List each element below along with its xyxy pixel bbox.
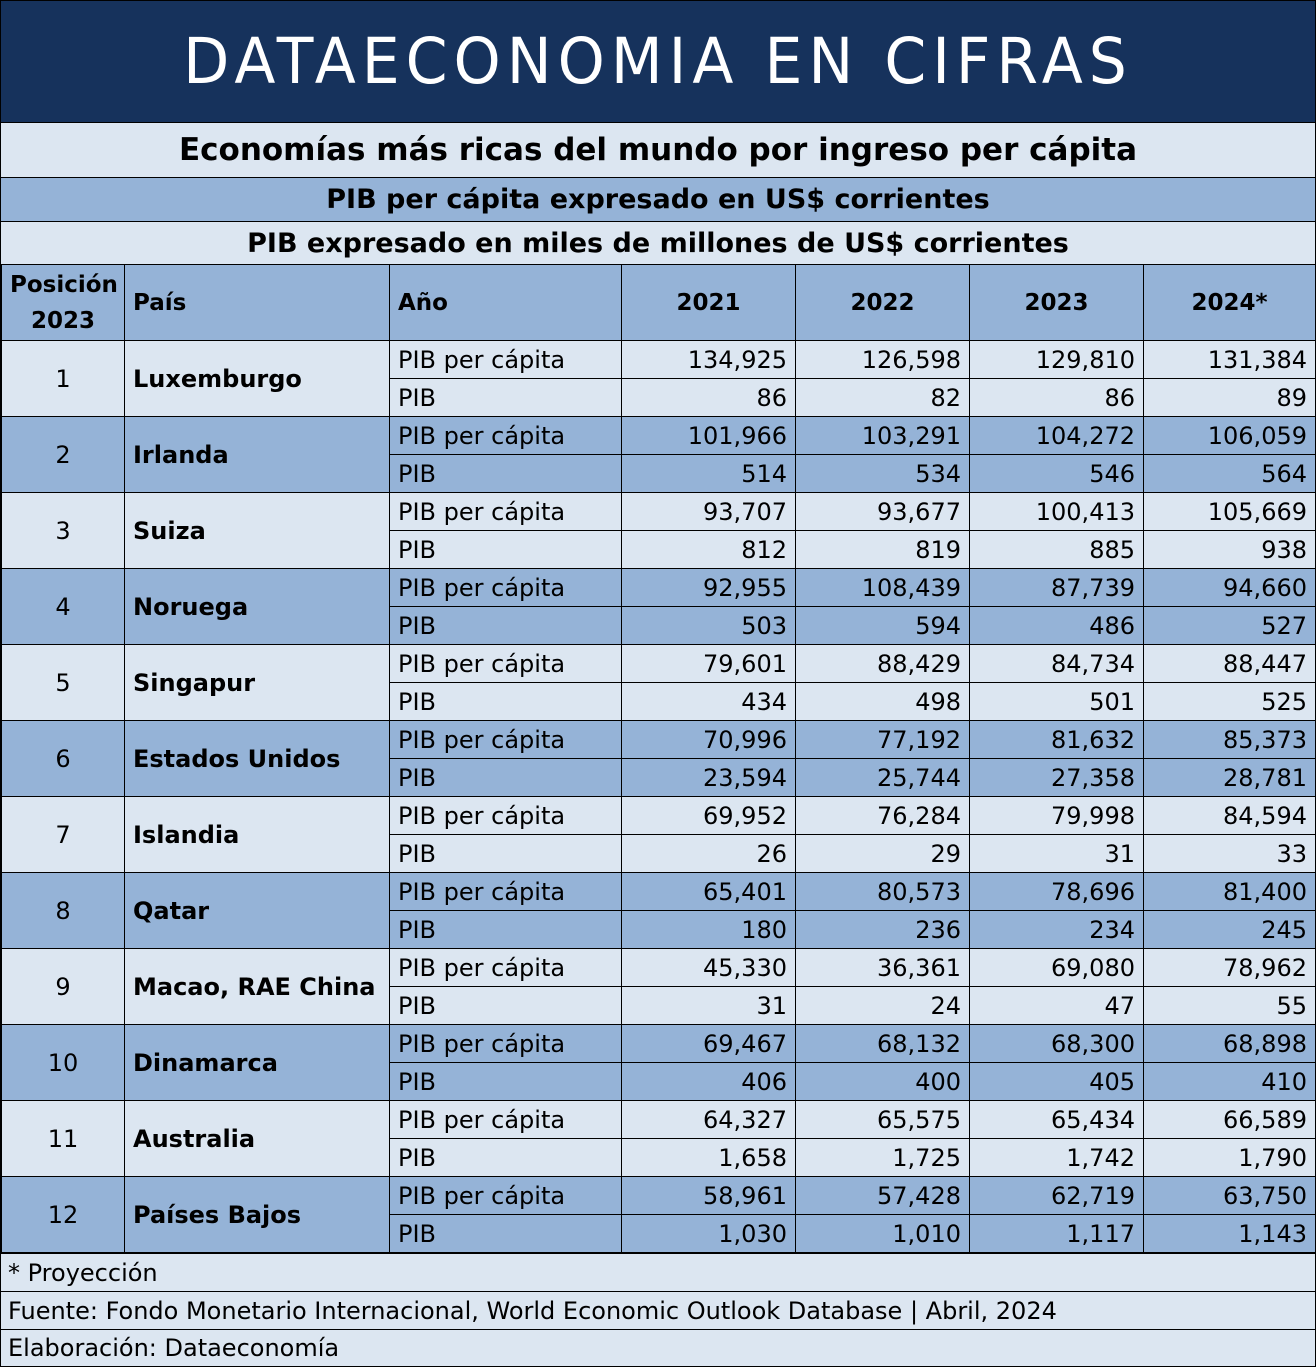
gdp-value: 812: [622, 531, 796, 569]
per-capita-value: 81,632: [970, 721, 1144, 759]
metric-label: PIB per cápita: [390, 1025, 622, 1063]
metric-label: PIB per cápita: [390, 569, 622, 607]
header-banner: [1, 1, 1315, 122]
gdp-value: 546: [970, 455, 1144, 493]
metric-label: PIB: [390, 607, 622, 645]
gdp-value: 234: [970, 911, 1144, 949]
per-capita-value: 36,361: [796, 949, 970, 987]
position-cell: 11: [2, 1101, 125, 1177]
metric-label: PIB per cápita: [390, 417, 622, 455]
position-cell: 8: [2, 873, 125, 949]
metric-label: PIB per cápita: [390, 873, 622, 911]
position-cell: 2: [2, 417, 125, 493]
per-capita-value: 63,750: [1144, 1177, 1316, 1215]
per-capita-value: 94,660: [1144, 569, 1316, 607]
table-row: [2, 1177, 1316, 1215]
gdp-value: 31: [970, 835, 1144, 873]
header-position: [2, 265, 125, 341]
metric-label: PIB per cápita: [390, 1177, 622, 1215]
per-capita-value: 81,400: [1144, 873, 1316, 911]
per-capita-value: 79,601: [622, 645, 796, 683]
gdp-value: 31: [622, 987, 796, 1025]
gdp-value: 89: [1144, 379, 1316, 417]
gdp-value: 1,117: [970, 1215, 1144, 1253]
position-cell: 9: [2, 949, 125, 1025]
per-capita-value: 45,330: [622, 949, 796, 987]
per-capita-value: 92,955: [622, 569, 796, 607]
per-capita-value: 65,434: [970, 1101, 1144, 1139]
table-row: [2, 493, 1316, 531]
gdp-value: 1,725: [796, 1139, 970, 1177]
country-cell: Luxemburgo: [125, 341, 390, 417]
per-capita-value: 100,413: [970, 493, 1144, 531]
per-capita-value: 106,059: [1144, 417, 1316, 455]
gdp-value: 236: [796, 911, 970, 949]
gdp-value: 434: [622, 683, 796, 721]
per-capita-value: 65,575: [796, 1101, 970, 1139]
country-cell: Dinamarca: [125, 1025, 390, 1101]
per-capita-value: 69,080: [970, 949, 1144, 987]
country-cell: Australia: [125, 1101, 390, 1177]
gdp-value: 180: [622, 911, 796, 949]
per-capita-value: 65,401: [622, 873, 796, 911]
gdp-value: 1,030: [622, 1215, 796, 1253]
gdp-value: 400: [796, 1063, 970, 1101]
header-position-label: Posición: [10, 271, 118, 298]
per-capita-value: 103,291: [796, 417, 970, 455]
per-capita-value: 105,669: [1144, 493, 1316, 531]
per-capita-value: 93,707: [622, 493, 796, 531]
header-year: 2022: [796, 265, 970, 341]
gdp-value: 82: [796, 379, 970, 417]
metric-label: PIB per cápita: [390, 645, 622, 683]
metric-label: PIB: [390, 987, 622, 1025]
table-row: [2, 873, 1316, 911]
gdp-value: 86: [970, 379, 1144, 417]
gdp-value: 86: [622, 379, 796, 417]
position-cell: 4: [2, 569, 125, 645]
data-table: [1, 264, 1316, 1253]
country-cell: Noruega: [125, 569, 390, 645]
metric-label: PIB per cápita: [390, 341, 622, 379]
metric-label: PIB per cápita: [390, 493, 622, 531]
per-capita-value: 69,467: [622, 1025, 796, 1063]
metric-label: PIB: [390, 1063, 622, 1101]
gdp-value: 525: [1144, 683, 1316, 721]
metric-label: PIB: [390, 759, 622, 797]
gdp-value: 47: [970, 987, 1144, 1025]
metric-label: PIB: [390, 531, 622, 569]
gdp-value: 1,658: [622, 1139, 796, 1177]
metric-label: PIB: [390, 835, 622, 873]
per-capita-value: 66,589: [1144, 1101, 1316, 1139]
per-capita-value: 93,677: [796, 493, 970, 531]
country-cell: Singapur: [125, 645, 390, 721]
header-row: [2, 265, 1316, 341]
country-cell: Qatar: [125, 873, 390, 949]
table-row: [2, 645, 1316, 683]
gdp-value: 1,143: [1144, 1215, 1316, 1253]
gdp-value: 1,742: [970, 1139, 1144, 1177]
per-capita-value: 129,810: [970, 341, 1144, 379]
banner-title: DATAECONOMIA EN CIFRAS: [183, 24, 1133, 99]
per-capita-value: 70,996: [622, 721, 796, 759]
gdp-value: 1,010: [796, 1215, 970, 1253]
per-capita-value: 69,952: [622, 797, 796, 835]
per-capita-value: 88,429: [796, 645, 970, 683]
gdp-value: 486: [970, 607, 1144, 645]
per-capita-value: 85,373: [1144, 721, 1316, 759]
metric-label: PIB: [390, 455, 622, 493]
subtitle-per-capita: PIB per cápita expresado en US$ corrientes: [1, 177, 1315, 221]
position-cell: 7: [2, 797, 125, 873]
table-row: [2, 1025, 1316, 1063]
gdp-value: 938: [1144, 531, 1316, 569]
gdp-value: 819: [796, 531, 970, 569]
table-row: [2, 417, 1316, 455]
gdp-value: 410: [1144, 1063, 1316, 1101]
gdp-value: 24: [796, 987, 970, 1025]
gdp-value: 527: [1144, 607, 1316, 645]
gdp-value: 594: [796, 607, 970, 645]
gdp-value: 29: [796, 835, 970, 873]
position-cell: 10: [2, 1025, 125, 1101]
metric-label: PIB per cápita: [390, 797, 622, 835]
gdp-value: 406: [622, 1063, 796, 1101]
metric-label: PIB per cápita: [390, 721, 622, 759]
per-capita-value: 68,898: [1144, 1025, 1316, 1063]
per-capita-value: 58,961: [622, 1177, 796, 1215]
gdp-value: 503: [622, 607, 796, 645]
table-body: [2, 341, 1316, 1253]
gdp-value: 23,594: [622, 759, 796, 797]
gdp-value: 27,358: [970, 759, 1144, 797]
per-capita-value: 101,966: [622, 417, 796, 455]
table-row: [2, 949, 1316, 987]
header-position-year: 2023: [30, 307, 95, 334]
per-capita-value: 78,962: [1144, 949, 1316, 987]
gdp-value: 514: [622, 455, 796, 493]
gdp-value: 1,790: [1144, 1139, 1316, 1177]
per-capita-value: 76,284: [796, 797, 970, 835]
gdp-value: 498: [796, 683, 970, 721]
country-cell: Irlanda: [125, 417, 390, 493]
per-capita-value: 131,384: [1144, 341, 1316, 379]
metric-label: PIB: [390, 683, 622, 721]
metric-label: PIB per cápita: [390, 1101, 622, 1139]
table-row: [2, 721, 1316, 759]
per-capita-value: 104,272: [970, 417, 1144, 455]
per-capita-value: 134,925: [622, 341, 796, 379]
header-year: 2023: [970, 265, 1144, 341]
footnote-credit: Elaboración: Dataeconomía: [1, 1329, 1315, 1366]
gdp-value: 33: [1144, 835, 1316, 873]
gdp-value: 534: [796, 455, 970, 493]
table-row: [2, 341, 1316, 379]
per-capita-value: 78,696: [970, 873, 1144, 911]
per-capita-value: 68,300: [970, 1025, 1144, 1063]
per-capita-value: 87,739: [970, 569, 1144, 607]
gdp-value: 55: [1144, 987, 1316, 1025]
per-capita-value: 80,573: [796, 873, 970, 911]
per-capita-value: 126,598: [796, 341, 970, 379]
metric-label: PIB: [390, 379, 622, 417]
per-capita-value: 84,594: [1144, 797, 1316, 835]
gdp-value: 28,781: [1144, 759, 1316, 797]
table-row: [2, 569, 1316, 607]
subtitle-gdp: PIB expresado en miles de millones de US$ corrientes: [1, 221, 1315, 265]
country-cell: Macao, RAE China: [125, 949, 390, 1025]
metric-label: PIB per cápita: [390, 949, 622, 987]
header-country: País: [125, 265, 390, 341]
country-cell: Suiza: [125, 493, 390, 569]
metric-label: PIB: [390, 1139, 622, 1177]
country-cell: Estados Unidos: [125, 721, 390, 797]
gdp-value: 245: [1144, 911, 1316, 949]
per-capita-value: 108,439: [796, 569, 970, 607]
header-year: 2021: [622, 265, 796, 341]
gdp-value: 885: [970, 531, 1144, 569]
gdp-value: 405: [970, 1063, 1144, 1101]
per-capita-value: 88,447: [1144, 645, 1316, 683]
position-cell: 5: [2, 645, 125, 721]
table-row: [2, 1101, 1316, 1139]
per-capita-value: 57,428: [796, 1177, 970, 1215]
gdp-value: 25,744: [796, 759, 970, 797]
table-row: [2, 797, 1316, 835]
per-capita-value: 62,719: [970, 1177, 1144, 1215]
metric-label: PIB: [390, 911, 622, 949]
metric-label: PIB: [390, 1215, 622, 1253]
gdp-value: 501: [970, 683, 1144, 721]
per-capita-value: 77,192: [796, 721, 970, 759]
position-cell: 12: [2, 1177, 125, 1253]
position-cell: 1: [2, 341, 125, 417]
country-cell: Países Bajos: [125, 1177, 390, 1253]
position-cell: 6: [2, 721, 125, 797]
position-cell: 3: [2, 493, 125, 569]
per-capita-value: 68,132: [796, 1025, 970, 1063]
footnote-source: Fuente: Fondo Monetario Internacional, World Economic Outlook Database | Abril, 2024: [1, 1291, 1315, 1329]
gdp-value: 564: [1144, 455, 1316, 493]
gdp-value: 26: [622, 835, 796, 873]
per-capita-value: 84,734: [970, 645, 1144, 683]
country-cell: Islandia: [125, 797, 390, 873]
per-capita-value: 79,998: [970, 797, 1144, 835]
header-year: 2024*: [1144, 265, 1316, 341]
header-metric: Año: [390, 265, 622, 341]
per-capita-value: 64,327: [622, 1101, 796, 1139]
table-title: Economías más ricas del mundo por ingreso per cápita: [1, 122, 1315, 177]
footnote-projection: * Proyección: [1, 1253, 1315, 1291]
